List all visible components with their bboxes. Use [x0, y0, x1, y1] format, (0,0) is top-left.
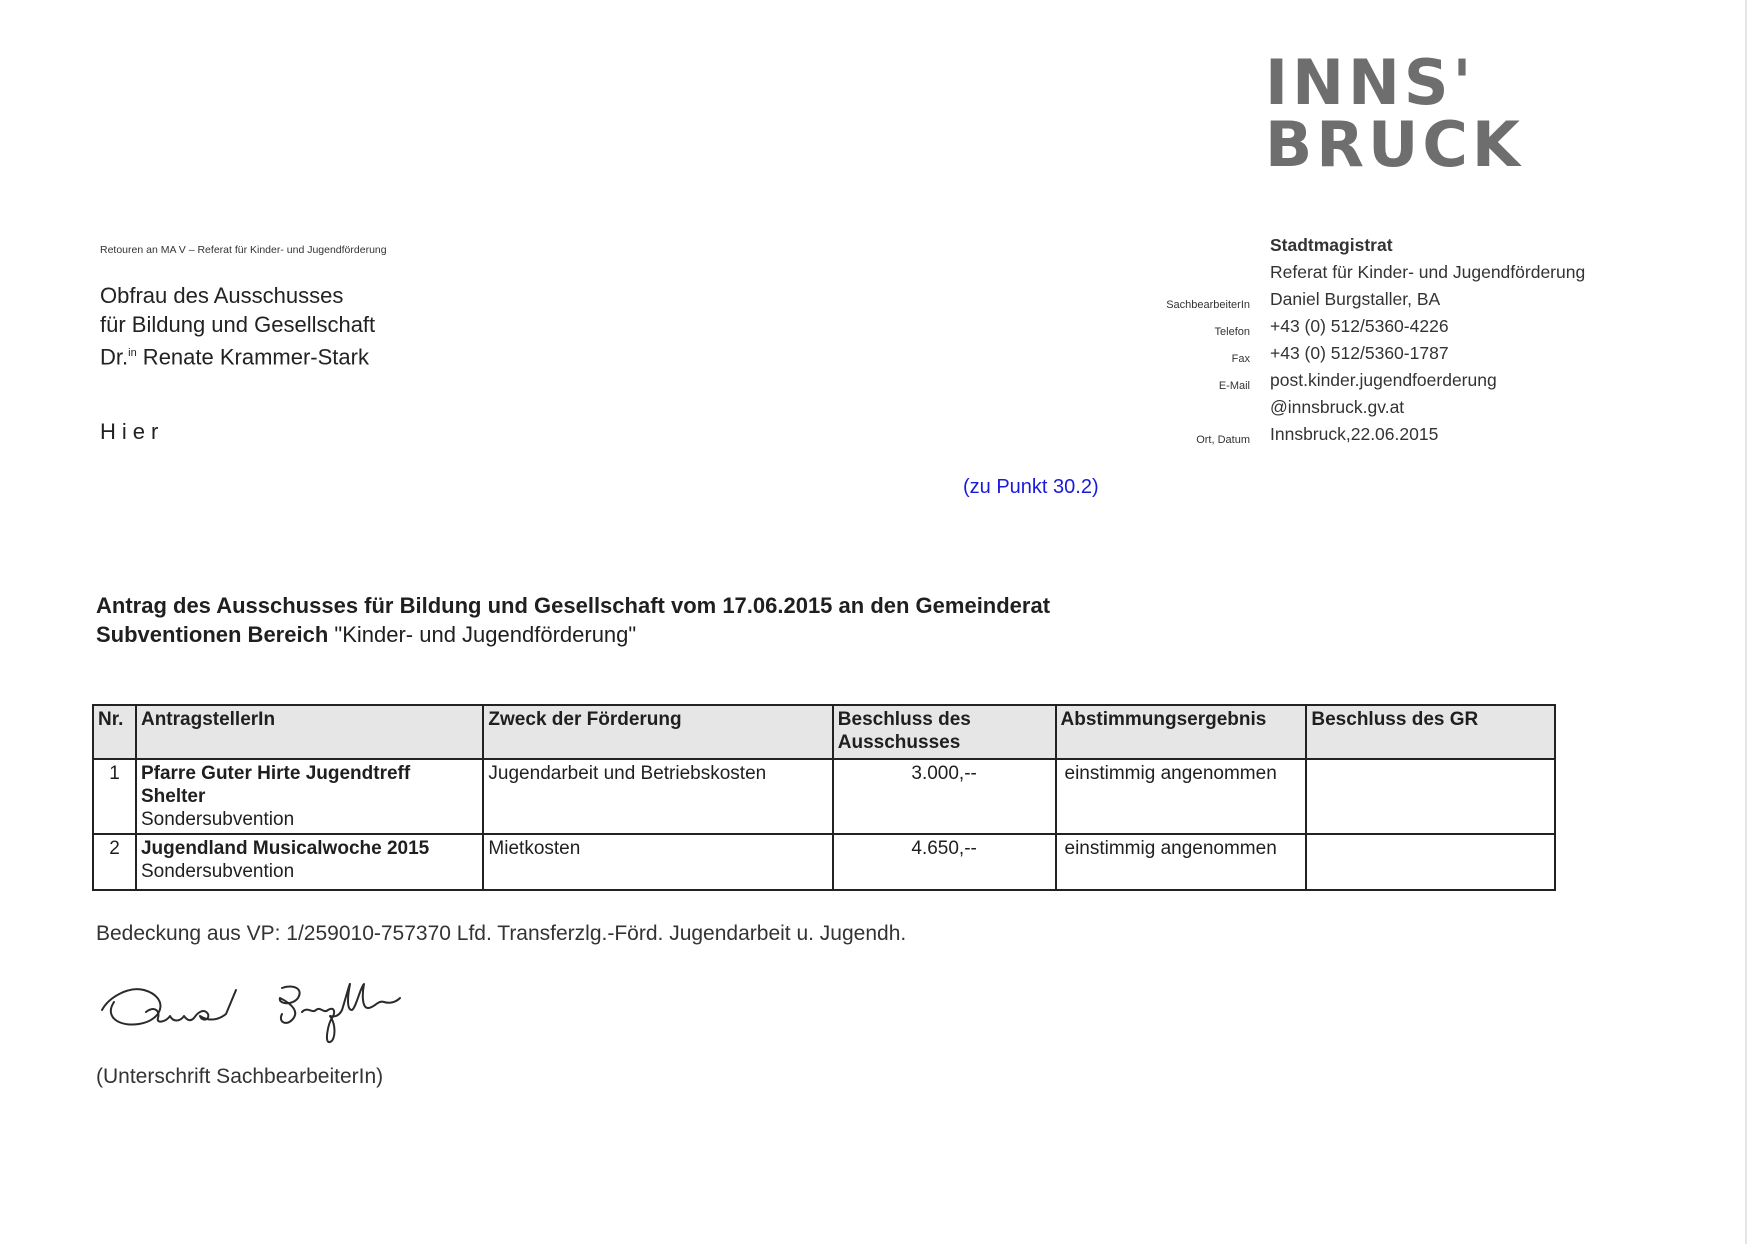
row-council-decision [1306, 759, 1555, 834]
table-row [93, 834, 1555, 890]
header-committee-decision: Beschluss des Ausschusses [833, 705, 1056, 759]
header-vote-result: Abstimmungsergebnis [1056, 705, 1307, 759]
row-council-decision [1306, 834, 1555, 890]
signature-label: (Unterschrift SachbearbeiterIn) [96, 1065, 384, 1088]
recipient-location: Hier [100, 419, 165, 444]
recipient-line-3 [100, 339, 375, 371]
innsbruck-logo [1265, 46, 1524, 181]
recipient-title-sup: in [128, 347, 137, 359]
sender-place-date: Innsbruck,22.06.2015 [1270, 424, 1439, 444]
label-place-date: Ort, Datum [1196, 434, 1250, 446]
header-applicant: AntragstellerIn [136, 705, 483, 759]
sender-labels [1100, 292, 1250, 454]
label-spacer [1100, 400, 1250, 427]
label-fax: Fax [1231, 353, 1250, 365]
header-council-decision: Beschluss des GR [1306, 705, 1555, 759]
header-nr: Nr. [93, 705, 136, 759]
recipient-name: Renate Krammer-Stark [136, 344, 369, 370]
table-row [93, 759, 1555, 834]
row-type: Sondersubvention [140, 861, 295, 882]
row-applicant-cell [136, 834, 483, 890]
table-header-row [93, 705, 1555, 759]
label-phone: Telefon [1214, 326, 1250, 338]
sender-block [1270, 232, 1585, 448]
sender-email-1: post.kinder.jugendfoerderung [1270, 370, 1497, 390]
agenda-item-reference: (zu Punkt 30.2) [963, 476, 1099, 498]
subject-line-1: Antrag des Ausschusses für Bildung und Gesellschaft vom 17.06.2015 an den Gemeinderat [96, 593, 1051, 618]
logo-line-2: BRUCK [1265, 108, 1524, 181]
label-email: E-Mail [1218, 380, 1250, 392]
budget-coverage: Bedeckung aus VP: 1/259010-757370 Lfd. Transferzlg.-Förd. Jugendarbeit u. Jugendh. [96, 922, 907, 945]
row-result: einstimmig angenommen [1056, 759, 1307, 834]
row-nr: 2 [93, 834, 136, 890]
scan-edge [1745, 0, 1747, 1244]
sender-department: Referat für Kinder- und Jugendförderung [1270, 262, 1586, 282]
row-result: einstimmig angenommen [1056, 834, 1307, 890]
sender-email-2: @innsbruck.gv.at [1270, 397, 1405, 417]
header-purpose: Zweck der Förderung [483, 705, 832, 759]
recipient-block [100, 281, 375, 371]
row-purpose: Mietkosten [483, 834, 832, 890]
sender-organisation: Stadtmagistrat [1270, 235, 1393, 255]
recipient-title: Dr. [100, 344, 129, 370]
row-nr: 1 [93, 759, 136, 834]
row-amount: 3.000,-- [833, 759, 1056, 834]
row-amount: 4.650,-- [833, 834, 1056, 890]
grant-table [92, 704, 1556, 891]
subject-area-name: "Kinder- und Jugendförderung" [328, 622, 637, 647]
recipient-line-2: für Bildung und Gesellschaft [100, 312, 376, 337]
subject-line-2 [96, 620, 1050, 649]
sender-clerk: Daniel Burgstaller, BA [1270, 289, 1441, 309]
row-applicant: Jugendland Musicalwoche 2015 [140, 838, 430, 859]
sender-fax: +43 (0) 512/5360-1787 [1270, 343, 1449, 363]
subject-area: Subventionen Bereich [96, 622, 329, 647]
handwritten-signature [94, 972, 494, 1052]
subject [96, 591, 1050, 649]
logo-line-1: INNS' [1265, 46, 1476, 119]
recipient-line-1: Obfrau des Ausschusses [100, 283, 344, 308]
row-type: Sondersubvention [140, 809, 295, 830]
row-applicant-cell [136, 759, 483, 834]
sender-phone: +43 (0) 512/5360-4226 [1270, 316, 1449, 336]
row-applicant: Pfarre Guter Hirte Jugendtreff Shelter [140, 763, 411, 807]
return-address: Retouren an MA V – Referat für Kinder- und Jugendförderung [100, 244, 387, 256]
row-purpose: Jugendarbeit und Betriebskosten [483, 759, 832, 834]
label-clerk: SachbearbeiterIn [1166, 299, 1250, 311]
